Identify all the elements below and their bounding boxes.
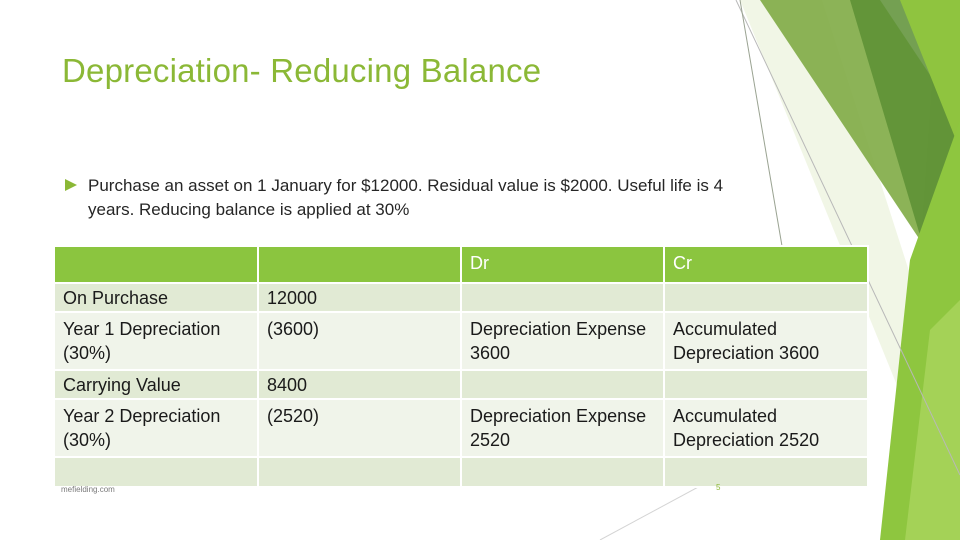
table-header-dr: Dr <box>461 246 664 283</box>
table-cell: Year 2 Depreciation (30%) <box>54 399 258 457</box>
footer-source: mefielding.com <box>61 485 115 494</box>
table-cell: Carrying Value <box>54 370 258 399</box>
table-cell: (3600) <box>258 312 461 370</box>
table-cell <box>461 457 664 487</box>
table-cell: (2520) <box>258 399 461 457</box>
table-row <box>54 312 868 370</box>
table-row <box>54 457 868 487</box>
slide-title: Depreciation- Reducing Balance <box>62 52 542 89</box>
table-cell <box>664 457 868 487</box>
table-cell <box>664 283 868 312</box>
triangle-bullet-icon <box>64 178 78 192</box>
table-cell <box>664 370 868 399</box>
depreciation-table <box>53 245 869 488</box>
table-cell: Depreciation Expense 2520 <box>461 399 664 457</box>
table-header-cell <box>258 246 461 283</box>
table-cell <box>461 283 664 312</box>
table-cell <box>54 457 258 487</box>
table-header-cr: Cr <box>664 246 868 283</box>
page-number: 5 <box>716 483 721 492</box>
table-cell: Year 1 Depreciation (30%) <box>54 312 258 370</box>
table-cell: 12000 <box>258 283 461 312</box>
table-cell: On Purchase <box>54 283 258 312</box>
table-cell <box>258 457 461 487</box>
table-header-row <box>54 246 868 283</box>
table-row <box>54 283 868 312</box>
table-cell: 8400 <box>258 370 461 399</box>
table-header-cell <box>54 246 258 283</box>
table-row <box>54 370 868 399</box>
table-cell: Accumulated Depreciation 3600 <box>664 312 868 370</box>
table-cell: Depreciation Expense 3600 <box>461 312 664 370</box>
bullet-text: Purchase an asset on 1 January for $12000. Residual value is $2000. Useful life is 4 years. Reducing balance is applied at 30% <box>88 176 724 219</box>
table-cell <box>461 370 664 399</box>
table-row <box>54 399 868 457</box>
table-cell: Accumulated Depreciation 2520 <box>664 399 868 457</box>
